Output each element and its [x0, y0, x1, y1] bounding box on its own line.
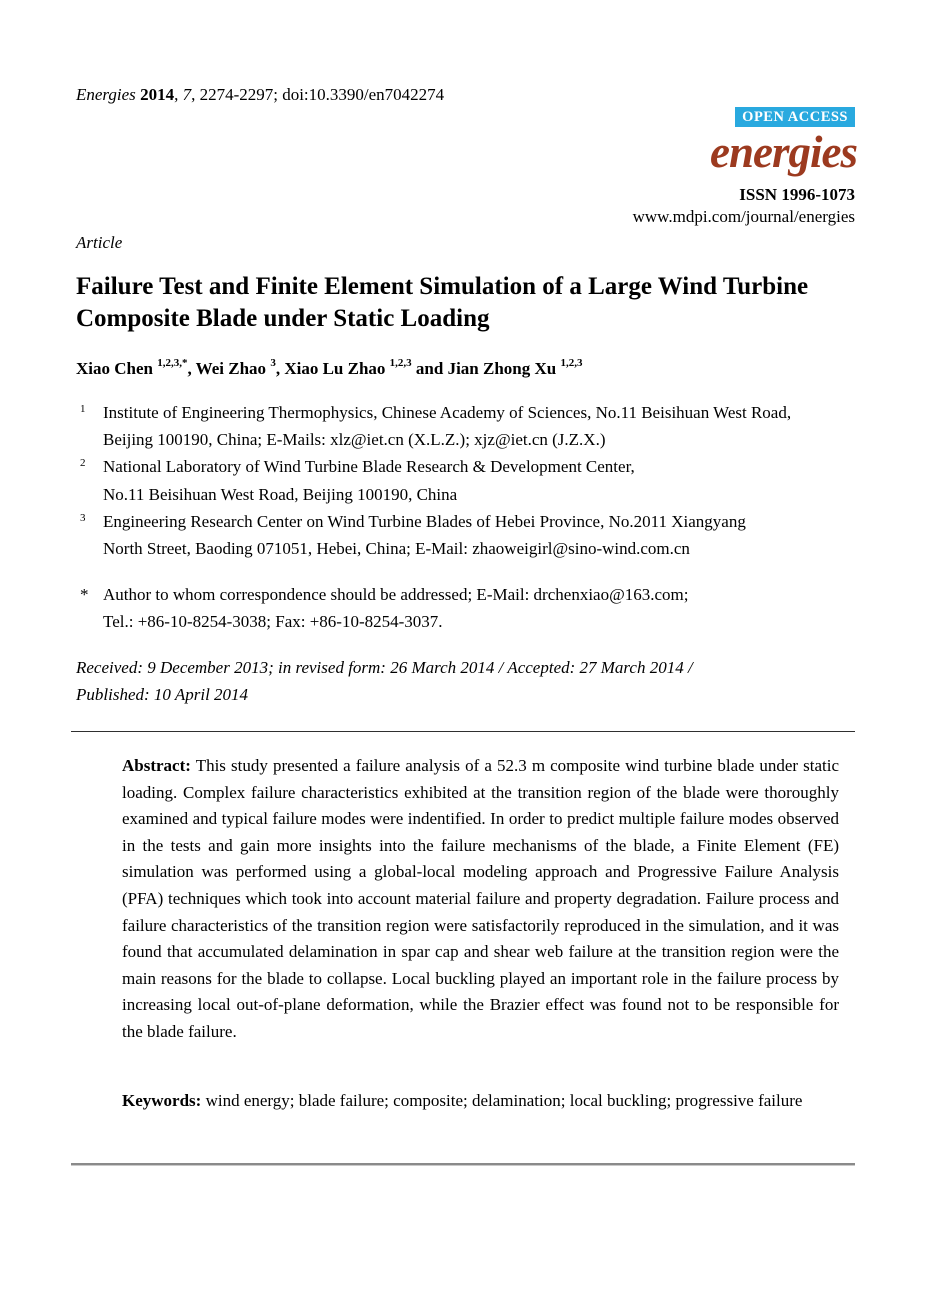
citation-doi: , 2274-2297; doi:10.3390/en7042274 — [191, 85, 445, 104]
publication-dates — [76, 654, 862, 708]
correspondence-note — [76, 581, 862, 635]
page-bottom-rule — [71, 1163, 855, 1165]
dates-text-line: Received: 9 December 2013; in revised form: 26 March 2014 / Accepted: 27 March 2014 / — [76, 658, 693, 677]
affiliation-number: 1 — [80, 403, 86, 415]
keywords-text: wind energy; blade failure; composite; delamination; local buckling; progressive failure — [201, 1091, 803, 1110]
keywords-label: Keywords: — [122, 1091, 202, 1110]
affiliation-item — [76, 508, 862, 562]
affiliation-text-line: National Laboratory of Wind Turbine Blade Research & Development Center, — [103, 457, 635, 477]
author-affiliation-marks: 1,2,3,* — [157, 357, 188, 370]
abstract-divider-rule — [71, 731, 855, 732]
article-type-label: Article — [76, 233, 123, 252]
citation-sep: , — [174, 85, 183, 104]
correspondence-star: * — [80, 585, 89, 604]
issn-number: ISSN 1996-1073 — [739, 185, 855, 204]
affiliation-list — [76, 399, 862, 562]
abstract-section — [122, 753, 839, 1046]
dates-text-line: Published: 10 April 2014 — [76, 685, 249, 705]
journal-year: 2014 — [135, 85, 175, 104]
open-access-badge: OPEN ACCESS — [735, 107, 855, 127]
journal-name: Energies — [76, 85, 136, 104]
journal-citation — [76, 85, 444, 105]
affiliation-item — [76, 453, 862, 507]
affiliation-item — [76, 399, 862, 453]
affiliation-number: 3 — [80, 511, 86, 524]
author-affiliation-marks: 1,2,3 — [389, 357, 412, 370]
author-list — [76, 358, 862, 380]
correspondence-text-line: Author to whom correspondence should be addressed; E-Mail: drchenxiao@163.com; — [103, 585, 689, 604]
affiliation-text-line: No.11 Beisihuan West Road, Beijing 100190, China — [103, 484, 458, 504]
abstract-label: Abstract: — [122, 756, 191, 775]
correspondence-text-line: Tel.: +86-10-8254-3038; Fax: +86-10-8254-3037. — [103, 612, 443, 632]
correspondence-body — [76, 581, 862, 635]
author-affiliation-marks: 3 — [270, 357, 276, 370]
affiliation-text-line: Institute of Engineering Thermophysics, Chinese Academy of Sciences, No.11 Beisihuan West Road, — [103, 403, 792, 422]
author-name: Xiao Chen — [76, 359, 158, 378]
keywords-section — [122, 1088, 839, 1115]
author-name: and Jian Zhong Xu — [411, 359, 561, 378]
affiliation-number: 2 — [80, 457, 86, 470]
paper-title: Failure Test and Finite Element Simulation of a Large Wind Turbine Composite Blade under Static Loading — [76, 273, 809, 332]
author-name: , Xiao Lu Zhao — [275, 359, 390, 378]
affiliation-text-line: Engineering Research Center on Wind Turbine Blades of Hebei Province, No.2011 Xiangyang — [103, 511, 746, 531]
journal-volume: 7 — [182, 85, 192, 104]
affiliation-text-line: Beijing 100190, China; E-Mails: xlz@iet.cn (X.L.Z.); xjz@iet.cn (J.Z.X.) — [103, 430, 606, 450]
author-name: , Wei Zhao — [187, 359, 271, 378]
author-affiliation-marks: 1,2,3 — [560, 357, 583, 370]
affiliation-text-line: North Street, Baoding 071051, Hebei, China; E-Mail: zhaoweigirl@sino-wind.com.cn — [103, 539, 690, 559]
journal-logo: energies — [710, 127, 857, 177]
journal-website-url: www.mdpi.com/journal/energies — [632, 207, 855, 226]
abstract-text: This study presented a failure analysis of a 52.3 m composite wind turbine blade under static loading. Complex failure characteristics exhibited at the transition region of the blade were thoroughly examined and typical failure modes were indentified. In order to predict multiple failure modes observed in the tests and gain more insights into the failure mechanisms of the blade, a Finite Element (FE) simulation was performed using a global-local modeling approach and Progressive Failure Analysis (PFA) techniques which took into account material failure and property degradation. Failure process and failure characteristics of the transition region were satisfactorily reproduced in the simulation, and it was found that accumulated delamination in spar cap and shear web failure at the transition region were the main reasons for the blade to collapse. Local buckling played an important role in the failure process by increasing local out-of-plane deformation, while the Brazier effect was found not to be responsible for the blade failure. — [122, 756, 839, 1041]
